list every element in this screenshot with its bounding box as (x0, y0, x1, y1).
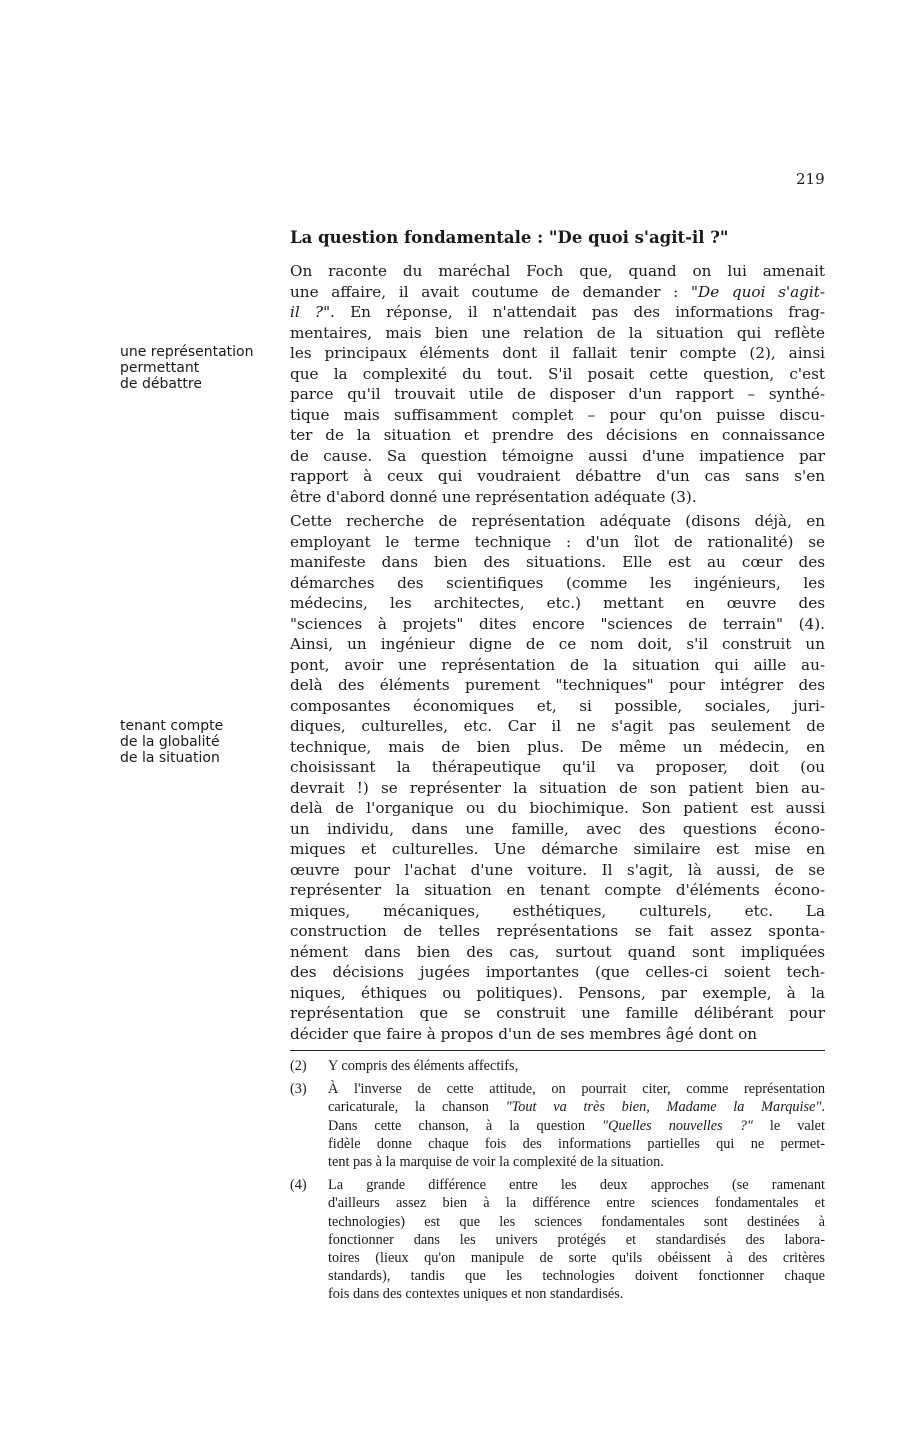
text-line: miques, mécaniques, esthétiques, culturels, etc. La (290, 901, 825, 920)
text-line: parce qu'il trouvait utile de disposer d'un rapport – synthé- (290, 385, 825, 403)
text-line (328, 1098, 825, 1116)
footnote-text (328, 1080, 825, 1171)
text-segment: caricaturale, la chanson (328, 1099, 506, 1116)
text-line: pont, avoir une représentation de la situation qui aille au- (290, 655, 825, 674)
text-line: delà de l'organique ou du biochimique. Son patient est aussi (290, 799, 825, 817)
text-line: tent pas à la marquise de voir la complexité de la situation. (328, 1153, 664, 1170)
text-line: nément dans bien des cas, surtout quand sont impliquées (290, 942, 825, 961)
page-number: 219 (796, 170, 825, 188)
text-line: des décisions jugées importantes (que celles-ci soient tech- (290, 963, 825, 981)
text-line: d'ailleurs assez bien à la différence entre sciences fondamentales et (328, 1195, 825, 1212)
text-line: décider que faire à propos d'un de ses membres âgé dont on (290, 1024, 758, 1043)
text-line: Ainsi, un ingénieur digne de ce nom doit, s'il construit un (290, 635, 825, 653)
text-line: delà des éléments purement "techniques" pour intégrer des (290, 676, 825, 694)
text-segment: une affaire, il avait coutume de demander : " (290, 282, 699, 301)
margin-note-line: une représentation (120, 344, 254, 360)
text-line: Cette recherche de représentation adéquate (disons déjà, en (290, 512, 825, 530)
text-line: de cause. Sa question témoigne aussi d'une impatience par (290, 446, 825, 465)
text-line (290, 302, 825, 323)
body-paragraph (290, 511, 825, 1044)
footnote (290, 1057, 825, 1075)
text-line: employant le terme technique : d'un îlot de rationalité) se (290, 532, 825, 551)
text-line: diques, culturelles, etc. Car il ne s'agit pas seulement de (290, 717, 825, 735)
text-line: On raconte du maréchal Foch que, quand on lui amenait (290, 262, 825, 280)
margin-note-line: tenant compte (120, 718, 224, 734)
text-line: choisissant la thérapeutique qu'il va proposer, doit (ou (290, 758, 825, 776)
text-line: niques, éthiques ou politiques). Pensons, par exemple, à la (290, 983, 825, 1002)
text-line: À l'inverse de cette attitude, on pourrait citer, comme représentation (328, 1081, 825, 1098)
footnote-number: (4) (290, 1177, 307, 1194)
italic-text: il ? (290, 303, 324, 321)
text-line: être d'abord donné une représentation adéquate (3). (290, 487, 697, 506)
text-segment: . (821, 1099, 826, 1116)
text-line: tique mais suffisamment complet – pour qu'on puisse discu- (290, 405, 825, 424)
margin-note-line: de la globalité (120, 734, 220, 750)
footnotes (290, 1057, 825, 1308)
text-line: construction de telles représentations se fait assez sponta- (290, 922, 825, 940)
text-line: que la complexité du tout. S'il posait cette question, c'est (290, 364, 825, 383)
footnote-text (328, 1057, 825, 1075)
text-line: représentation que se construit une famille délibérant pour (290, 1004, 825, 1022)
text-line: standards), tandis que les technologies doivent fonctionner chaque (328, 1268, 825, 1285)
text-line: un individu, dans une famille, avec des questions écono- (290, 819, 825, 838)
text-line: médecins, les architectes, etc.) mettant en œuvre des (290, 594, 825, 612)
text-line: œuvre pour l'achat d'une voiture. Il s'agit, là aussi, de se (290, 860, 825, 879)
text-segment: Dans cette chanson, à la question (328, 1117, 602, 1134)
text-line: fois dans des contextes uniques et non standardisés. (328, 1286, 624, 1303)
italic-text: "Tout va très bien, Madame la Marquise" (505, 1099, 822, 1116)
footnote-number: (2) (290, 1058, 307, 1074)
section-heading: La question fondamentale : "De quoi s'agit-il ?" (290, 228, 729, 247)
text-line (328, 1117, 825, 1135)
footnote (290, 1080, 825, 1171)
margin-note (120, 718, 223, 766)
body-paragraph (290, 261, 825, 507)
text-line: toires (lieux qu'on manipule de sorte qu'ils obéissent à des critères (328, 1249, 825, 1266)
margin-note-line: permettant (120, 360, 200, 376)
text-line: miques et culturelles. Une démarche similaire est mise en (290, 840, 825, 858)
text-line (290, 282, 825, 303)
text-line: représenter la situation en tenant compte d'éléments écono- (290, 881, 825, 899)
margin-note-line: de débattre (120, 376, 202, 392)
text-line: manifeste dans bien des situations. Elle est au cœur des (290, 553, 825, 571)
text-line: Y compris des éléments affectifs, (328, 1058, 519, 1074)
footnote-divider (290, 1050, 825, 1051)
text-line: les principaux éléments dont il fallait tenir compte (2), ainsi (290, 344, 825, 362)
text-line: technique, mais de bien plus. De même un médecin, en (290, 737, 825, 756)
text-line: démarches des scientifiques (comme les ingénieurs, les (290, 573, 825, 592)
text-segment: ". En réponse, il n'attendait pas des informations frag- (323, 303, 825, 321)
text-line: technologies) est que les sciences fondamentales sont destinées à (328, 1213, 825, 1230)
text-line: composantes économiques et, si possible, sociales, juri- (290, 696, 825, 715)
text-line: La grande différence entre les deux approches (se ramenant (328, 1177, 825, 1194)
italic-text: "Quelles nouvelles ?" (602, 1117, 753, 1134)
text-line: fonctionner dans les univers protégés et standardisés des labora- (328, 1231, 825, 1248)
footnote (290, 1176, 825, 1303)
footnote-number: (3) (290, 1081, 307, 1098)
italic-text: De quoi s'agit- (698, 282, 825, 301)
text-line: devrait !) se représenter la situation de son patient bien au- (290, 778, 825, 797)
margin-note-line: de la situation (120, 750, 220, 766)
margin-note (120, 344, 254, 392)
text-line: "sciences à projets" dites encore "sciences de terrain" (4). (290, 614, 825, 633)
text-line: mentaires, mais bien une relation de la situation qui reflète (290, 323, 825, 342)
text-segment: le valet (752, 1117, 825, 1134)
text-line: fidèle donne chaque fois des informations partielles qui ne permet- (328, 1135, 825, 1152)
footnote-text (328, 1176, 825, 1303)
text-line: rapport à ceux qui voudraient débattre d'un cas sans s'en (290, 467, 825, 485)
text-line: ter de la situation et prendre des décisions en connaissance (290, 426, 825, 444)
